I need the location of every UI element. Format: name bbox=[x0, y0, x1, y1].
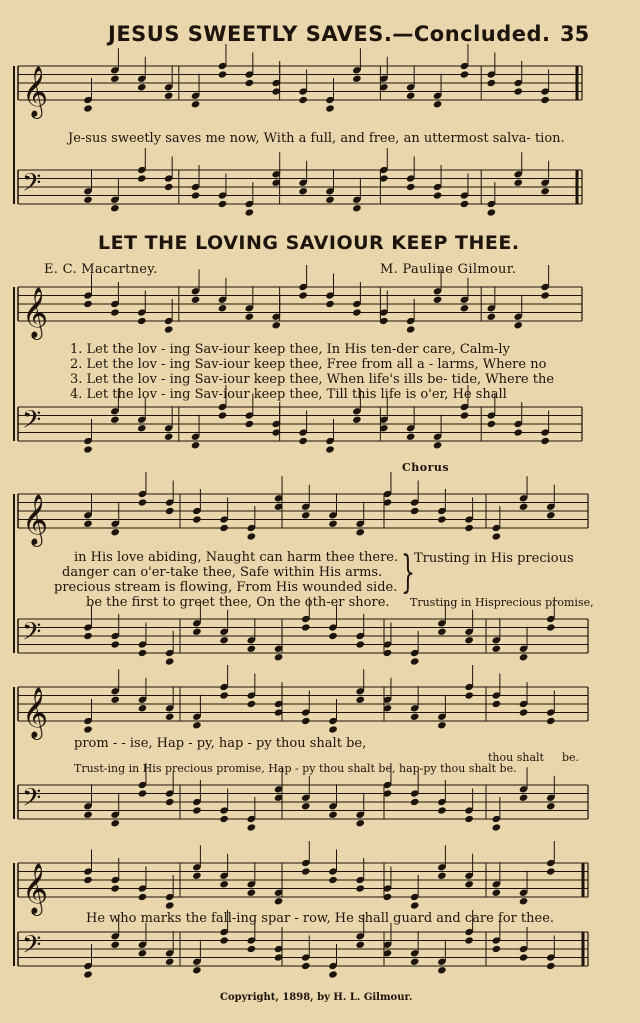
note-head bbox=[540, 96, 550, 104]
note-head bbox=[247, 889, 257, 897]
verse-ending-1: in His love abiding, Naught can harm thee there. bbox=[74, 550, 399, 565]
note-head bbox=[437, 966, 447, 974]
note-head bbox=[219, 691, 229, 699]
note-head bbox=[546, 962, 556, 970]
note-head bbox=[328, 970, 338, 978]
note-head bbox=[110, 528, 120, 536]
note-head bbox=[137, 424, 147, 432]
note-head bbox=[218, 304, 228, 312]
note-head bbox=[245, 79, 255, 87]
note-head bbox=[410, 901, 420, 909]
note-head bbox=[328, 876, 338, 884]
note-head bbox=[352, 308, 362, 316]
note-head bbox=[355, 528, 365, 536]
note-head bbox=[83, 104, 93, 112]
note-head bbox=[355, 884, 365, 892]
verse-line-3: 3. Let the lov - ing Sav-iour keep thee, When life's ills be- tide, Where the bbox=[70, 372, 555, 387]
verse-brace: } bbox=[401, 547, 415, 598]
note-head bbox=[328, 811, 338, 819]
note-head bbox=[410, 713, 420, 721]
note-head bbox=[464, 936, 474, 944]
note-head bbox=[274, 653, 284, 661]
note-head bbox=[301, 511, 311, 519]
chorus-line-3: He who marks the fall-ing spar - row, He shall guard and care for thee. bbox=[86, 911, 555, 926]
note-head bbox=[110, 640, 120, 648]
note-head bbox=[464, 880, 474, 888]
page-number: 35 bbox=[560, 22, 590, 46]
note-head bbox=[274, 897, 284, 905]
note-head bbox=[138, 704, 148, 712]
note-head bbox=[355, 640, 365, 648]
bass-clef-icon: 𝄢 bbox=[22, 930, 42, 966]
verse-ending-4: be the first to greet thee, On the oth-er shore. bbox=[86, 595, 390, 610]
note-head bbox=[83, 520, 93, 528]
hymn-author: E. C. Macartney. bbox=[44, 262, 158, 277]
note-head bbox=[301, 623, 311, 631]
note-head bbox=[219, 936, 229, 944]
note-head bbox=[492, 823, 502, 831]
note-head bbox=[406, 433, 416, 441]
note-head bbox=[83, 196, 93, 204]
note-head bbox=[433, 191, 443, 199]
note-head bbox=[492, 700, 502, 708]
note-head bbox=[301, 717, 311, 725]
hymn-title: LET THE LOVING SAVIOUR KEEP THEE. bbox=[98, 232, 520, 254]
note-head bbox=[83, 632, 93, 640]
note-head bbox=[110, 416, 120, 424]
note-head bbox=[513, 87, 523, 95]
note-head bbox=[164, 183, 174, 191]
note-head bbox=[540, 187, 550, 195]
note-head bbox=[460, 70, 470, 78]
note-head bbox=[165, 798, 175, 806]
note-head bbox=[110, 75, 120, 83]
note-head bbox=[301, 802, 311, 810]
note-head bbox=[513, 321, 523, 329]
note-head bbox=[487, 420, 497, 428]
verse-line-2: 2. Let the lov - ing Sav-iour keep thee, Free from all a - larms, Where no bbox=[70, 357, 547, 372]
note-head bbox=[247, 945, 257, 953]
note-head bbox=[519, 503, 529, 511]
note-head bbox=[192, 966, 202, 974]
note-head bbox=[546, 623, 556, 631]
note-head bbox=[245, 420, 255, 428]
note-head bbox=[110, 308, 120, 316]
note-head bbox=[298, 187, 308, 195]
note-head bbox=[546, 717, 556, 725]
note-head bbox=[540, 437, 550, 445]
note-head bbox=[464, 691, 474, 699]
note-head bbox=[513, 179, 523, 187]
note-head bbox=[406, 92, 416, 100]
bass-clef-icon: 𝄢 bbox=[22, 168, 42, 204]
note-head bbox=[464, 524, 474, 532]
note-head bbox=[546, 802, 556, 810]
note-head bbox=[191, 191, 201, 199]
note-head bbox=[165, 958, 175, 966]
note-head bbox=[83, 300, 93, 308]
note-head bbox=[437, 721, 447, 729]
note-head bbox=[487, 208, 497, 216]
note-head bbox=[492, 889, 502, 897]
note-head bbox=[519, 794, 529, 802]
note-head bbox=[245, 313, 255, 321]
note-head bbox=[410, 958, 420, 966]
note-head bbox=[487, 79, 497, 87]
copyright-notice: Copyright, 1898, by H. L. Gilmour. bbox=[220, 992, 413, 1003]
verse-line-4: 4. Let the lov - ing Sav-iour keep thee, Till this life is o'er, He shall bbox=[70, 387, 507, 402]
note-head bbox=[519, 708, 529, 716]
bass-clef-icon: 𝄢 bbox=[22, 617, 42, 653]
first-song-lyric: Je-sus sweetly saves me now, With a full, and free, an uttermost salva- tion. bbox=[68, 131, 565, 146]
treble-clef-icon: 𝄞 bbox=[22, 66, 49, 117]
note-head bbox=[437, 806, 447, 814]
page-header-title: JESUS SWEETLY SAVES.—Concluded. bbox=[108, 22, 551, 46]
note-head bbox=[301, 962, 311, 970]
bass-line-2: Trust-ing in His precious promise, Hap - py thou shalt be, hap-py thou shalt be. bbox=[74, 762, 517, 775]
note-head bbox=[138, 498, 148, 506]
note-head bbox=[487, 313, 497, 321]
note-head bbox=[328, 632, 338, 640]
note-head bbox=[110, 884, 120, 892]
note-head bbox=[325, 104, 335, 112]
note-head bbox=[191, 441, 201, 449]
note-head bbox=[355, 819, 365, 827]
note-head bbox=[437, 628, 447, 636]
note-head bbox=[137, 174, 147, 182]
note-head bbox=[298, 96, 308, 104]
note-head bbox=[325, 445, 335, 453]
note-head bbox=[165, 901, 175, 909]
note-head bbox=[192, 806, 202, 814]
note-head bbox=[219, 815, 229, 823]
bass-clef-icon: 𝄢 bbox=[22, 405, 42, 441]
note-head bbox=[519, 897, 529, 905]
note-head bbox=[298, 291, 308, 299]
note-head bbox=[546, 867, 556, 875]
chorus-line-2-small: thou shalt bbox=[488, 751, 544, 764]
verse-line-1: 1. Let the lov - ing Sav-iour keep thee, In His ten-der care, Calm-ly bbox=[70, 342, 510, 357]
note-head bbox=[138, 789, 148, 797]
note-head bbox=[165, 657, 175, 665]
note-head bbox=[298, 437, 308, 445]
note-head bbox=[460, 200, 470, 208]
note-head bbox=[352, 204, 362, 212]
note-head bbox=[433, 441, 443, 449]
note-head bbox=[137, 83, 147, 91]
note-head bbox=[110, 204, 120, 212]
note-head bbox=[110, 819, 120, 827]
note-head bbox=[192, 628, 202, 636]
note-head bbox=[492, 945, 502, 953]
note-head bbox=[247, 645, 257, 653]
note-head bbox=[192, 872, 202, 880]
note-head bbox=[191, 296, 201, 304]
note-head bbox=[492, 532, 502, 540]
chorus-start: Trusting in His precious bbox=[414, 551, 574, 566]
note-head bbox=[410, 507, 420, 515]
bass-clef-icon: 𝄢 bbox=[22, 783, 42, 819]
note-head bbox=[218, 411, 228, 419]
note-head bbox=[433, 296, 443, 304]
note-head bbox=[406, 183, 416, 191]
note-head bbox=[464, 815, 474, 823]
note-head bbox=[519, 653, 529, 661]
note-head bbox=[325, 196, 335, 204]
note-head bbox=[218, 70, 228, 78]
note-head bbox=[492, 645, 502, 653]
verse-ending-2: danger can o'er-take thee, Safe within His arms. bbox=[62, 565, 383, 580]
note-head bbox=[247, 823, 257, 831]
note-head bbox=[460, 304, 470, 312]
note-head bbox=[355, 941, 365, 949]
note-head bbox=[192, 515, 202, 523]
note-head bbox=[219, 636, 229, 644]
note-head bbox=[513, 428, 523, 436]
note-head bbox=[546, 511, 556, 519]
note-head bbox=[165, 507, 175, 515]
note-head bbox=[464, 636, 474, 644]
note-head bbox=[352, 75, 362, 83]
note-head bbox=[355, 696, 365, 704]
note-head bbox=[110, 941, 120, 949]
note-head bbox=[328, 725, 338, 733]
note-head bbox=[83, 970, 93, 978]
note-head bbox=[83, 811, 93, 819]
note-head bbox=[83, 876, 93, 884]
note-head bbox=[437, 872, 447, 880]
note-head bbox=[271, 321, 281, 329]
note-head bbox=[406, 325, 416, 333]
note-head bbox=[164, 92, 174, 100]
note-head bbox=[328, 520, 338, 528]
treble-clef-icon: 𝄞 bbox=[22, 494, 49, 545]
note-head bbox=[164, 325, 174, 333]
note-head bbox=[83, 445, 93, 453]
treble-clef-icon: 𝄞 bbox=[22, 863, 49, 914]
note-head bbox=[352, 416, 362, 424]
chorus-line-2: prom - - ise, Hap - py, hap - py thou shalt be, bbox=[74, 736, 367, 751]
note-head bbox=[165, 713, 175, 721]
note-head bbox=[301, 867, 311, 875]
note-head bbox=[138, 949, 148, 957]
note-head bbox=[247, 532, 257, 540]
note-head bbox=[433, 100, 443, 108]
verse-ending-3: precious stream is flowing, From His wounded side. bbox=[54, 580, 398, 595]
note-head bbox=[247, 700, 257, 708]
note-head bbox=[110, 696, 120, 704]
note-head bbox=[410, 657, 420, 665]
treble-clef-icon: 𝄞 bbox=[22, 287, 49, 338]
note-head bbox=[460, 411, 470, 419]
note-head bbox=[540, 291, 550, 299]
note-head bbox=[138, 649, 148, 657]
bass-line-1: Trusting in Hisprecious promise, bbox=[410, 596, 594, 609]
note-head bbox=[410, 798, 420, 806]
note-head bbox=[437, 515, 447, 523]
note-head bbox=[191, 100, 201, 108]
note-head bbox=[218, 200, 228, 208]
note-head bbox=[138, 893, 148, 901]
note-head bbox=[325, 300, 335, 308]
note-head bbox=[137, 317, 147, 325]
note-head bbox=[164, 433, 174, 441]
chorus-line-2-echo: be. bbox=[562, 751, 580, 764]
chorus-label: Chorus bbox=[402, 461, 450, 474]
hymn-composer: M. Pauline Gilmour. bbox=[380, 262, 517, 277]
treble-clef-icon: 𝄞 bbox=[22, 687, 49, 738]
note-head bbox=[219, 880, 229, 888]
note-head bbox=[519, 953, 529, 961]
note-head bbox=[192, 721, 202, 729]
note-head bbox=[83, 725, 93, 733]
note-head bbox=[245, 208, 255, 216]
note-head bbox=[219, 524, 229, 532]
